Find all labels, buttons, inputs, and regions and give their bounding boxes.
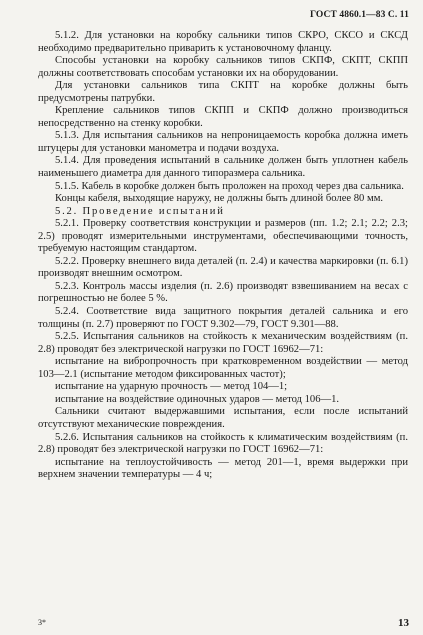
paragraph: 5.2.2. Проверку внешнего вида деталей (п. 2.4) и качества маркировки (п. 6.1) производят внешним осмотром. xyxy=(38,255,408,280)
paragraph: Способы установки на коробку сальников типов СКПФ, СКПТ, СКПП должны соответствовать способам установки их на оборудовании. xyxy=(38,55,408,79)
paragraph: 5.1.2. Для установки на коробку сальники типов СКРО, СКСО и СКСД необходимо предварительно приварить к установочному фланцу. xyxy=(38,30,408,54)
paragraph: 5.1.4. Для проведения испытаний в сальнике должен быть уплотнен кабель наименьшего диаметра для данного типоразмера сальника. xyxy=(38,155,408,180)
signature-mark: 3* xyxy=(38,618,46,627)
paragraph: 5.2.3. Контроль массы изделия (п. 2.6) производят взвешиванием на весах с погрешностью не более 5 %. xyxy=(38,280,408,305)
paragraph: Крепление сальников типов СКПП и СКПФ должно производиться непосредственно на стенку коробки. xyxy=(38,105,408,129)
page-header: ГОСТ 4860.1—83 С. 11 xyxy=(310,10,409,20)
page-number: 13 xyxy=(398,617,409,629)
paragraph: Для установки сальников типа СКПТ на коробке должны быть предусмотрены патрубки. xyxy=(38,80,408,104)
paragraph: 5.2.6. Испытания сальников на стойкость к климатическим воздействиям (п. 2.8) проводят без электрической нагрузки по ГОСТ 16962—71: xyxy=(38,431,408,456)
paragraph: 5.2.5. Испытания сальников на стойкость к механическим воздействиям (п. 2.8) проводят без электрической нагрузки по ГОСТ 16962—71: xyxy=(38,331,408,355)
paragraph: испытание на ударную прочность — метод 104—1; xyxy=(55,381,288,393)
paragraph: испытание на теплоустойчивость — метод 201—1, время выдержки при верхнем значении температуры — 4 ч; xyxy=(38,456,408,481)
paragraph: испытание на воздействие одиночных ударов — метод 106—1. xyxy=(55,393,340,405)
document-body xyxy=(38,30,408,482)
section-heading: 5.2. Проведение испытаний xyxy=(55,205,225,217)
paragraph: 5.2.1. Проверку соответствия конструкции и размеров (пп. 1.2; 2.1; 2.2; 2.3; 2.5) проводят измерительными инструментами, обеспечивающими точность, требуемую настоящим стандартом. xyxy=(38,218,408,255)
paragraph: испытание на вибропрочность при кратковременном воздействии — метод 103—2.1 (испытание методом фиксированных частот); xyxy=(38,356,408,380)
paragraph: 5.1.3. Для испытания сальников на непроницаемость коробка должна иметь штуцеры для установки манометра и подачи воздуха. xyxy=(38,130,408,154)
paragraph: 5.2.4. Соответствие вида защитного покрытия деталей сальника и его толщины (п. 2.7) проверяют по ГОСТ 9.302—79, ГОСТ 9.301—88. xyxy=(38,306,408,330)
paragraph: Сальники считают выдержавшими испытания, если после испытаний отсутствуют механические повреждения. xyxy=(38,406,408,430)
paragraph: 5.1.5. Кабель в коробке должен быть проложен на проход через два сальника. xyxy=(55,180,404,192)
paragraph: Концы кабеля, выходящие наружу, не должны быть длиной более 80 мм. xyxy=(55,193,384,205)
